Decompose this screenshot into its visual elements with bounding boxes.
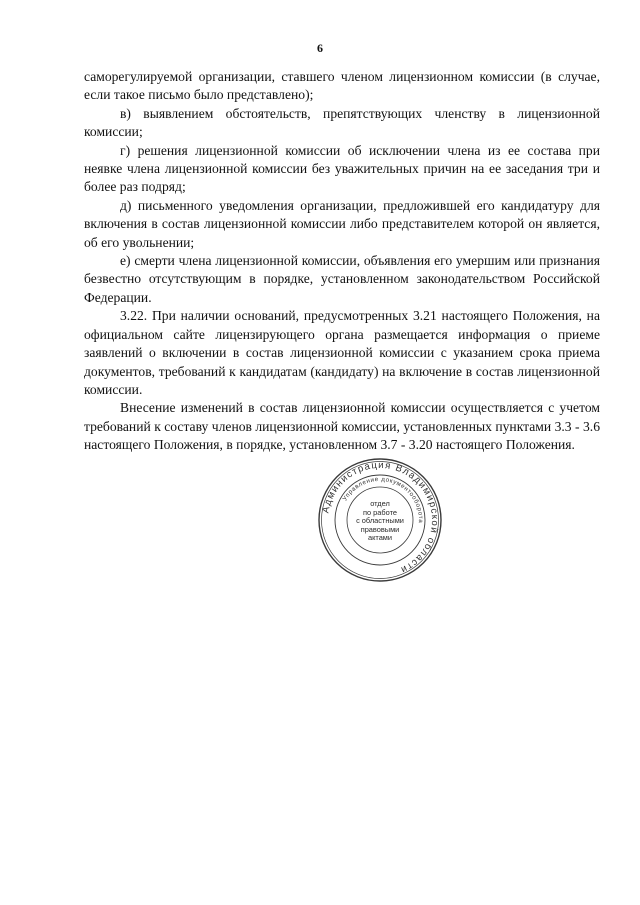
seal-line: с областными — [356, 516, 404, 526]
official-seal — [316, 456, 444, 584]
paragraph-item-g: г) решения лицензионной комиссии об исключении члена из ее состава при неявке члена лицензионной комиссии без уважительных причин на ее заседания три и более раз подряд; — [84, 142, 600, 195]
seal-line: по работе — [363, 507, 397, 517]
seal-line: отдел — [370, 499, 390, 508]
seal-inner-text: Управление документооборота — [341, 475, 425, 524]
paragraph-item-v: в) выявлением обстоятельств, препятствующих членству в лицензионной комиссии; — [84, 105, 600, 140]
seal-outer-text: Администрация Владимирской области — [320, 459, 441, 576]
seal-line: правовыми — [360, 524, 400, 534]
paragraph-amendments: Внесение изменений в состав лицензионной комиссии осуществляется с учетом требований к составу членов лицензионной комиссии, установленных пунктами 3.3 - 3.6 настоящего Положения, в порядке, установленном 3.7 - 3.20 настоящего Положения. — [84, 400, 600, 453]
paragraph-3-22: 3.22. При наличии оснований, предусмотренных 3.21 настоящего Положения, на официальном сайте лицензирующего органа размещается информация о приеме заявлений о включении в состав лицензионной комиссии с указанием срока приема документов, требований к кандидатам (кандидату) на включение в состав лицензионной комиссии. — [84, 308, 600, 397]
paragraph-continuation: саморегулируемой организации, ставшего членом лицензионном комиссии (в случае, если такое письмо было представлено); — [84, 69, 600, 103]
seal-center-text — [344, 500, 416, 543]
paragraph-item-e: е) смерти члена лицензионной комиссии, объявления его умершим или признания безвестно отсутствующим в порядке, установленном законодательством Российской Федерации. — [84, 253, 600, 305]
document-body — [84, 68, 600, 455]
paragraph-item-d: д) письменного уведомления организации, предложившей его кандидатуру для включения в состав лицензионной комиссии либо представителем которой он является, об его увольнении; — [84, 197, 600, 250]
seal-line: актами — [367, 533, 393, 543]
page-number: 6 — [317, 41, 323, 55]
